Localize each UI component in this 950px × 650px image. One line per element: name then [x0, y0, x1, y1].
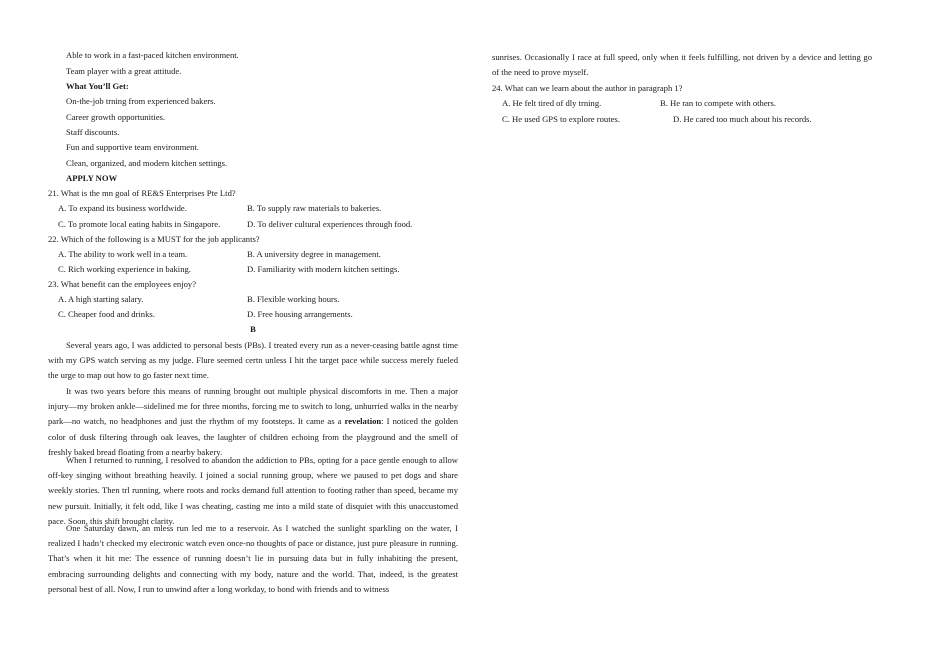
paragraph-text: Several years ago, I was addicted to personal bests (PBs). I treated every run as a never-ceasing battle agnst time with my GPS watch serving as my judge. Flure seemed certn unless I hit the target pace while success merely fueled the urge to map out how to go faster next time. [48, 340, 458, 381]
passage-paragraph-1 [48, 338, 458, 384]
question-23-stem: 23. What benefit can the employees enjoy? [48, 279, 197, 289]
question-22-stem: 22. Which of the following is a MUST for the job applicants? [48, 234, 260, 244]
question-24-option-b: B. He ran to compete with others. [660, 98, 776, 108]
paragraph-text: : I noticed the golden color of dusk filtering through oak leaves, the laughter of children echoing from the playground and the smell of freshly baked bread floating from a nearby bakery. [48, 416, 458, 457]
question-22-option-d: D. Familiarity with modern kitchen settings. [247, 264, 400, 274]
passage-paragraph-3 [48, 453, 458, 529]
passage-paragraph-4-continued: sunrises. Occasionally I race at full speed, only when it feels fulfilling, not driven by a device and letting go of the need to prove myself. [492, 52, 872, 78]
question-22-option-c: C. Rich working experience in baking. [58, 264, 191, 274]
question-22-option-b: B. A university degree in management. [247, 249, 381, 259]
benefit-line: Fun and supportive team environment. [66, 142, 199, 152]
paragraph-text: It was two years before this means of running brought out multiple physical discomforts in me. Then a major injury—my broken ankle—sidelined me for three months, forcing me to switch to long, unhurried walks in the nearby park—no watch, no headphones and just the rhythm of my footsteps. It came as a [48, 386, 458, 427]
benefits-heading: What You’ll Get: [66, 81, 129, 91]
requirement-line: Able to work in a fast-paced kitchen environment. [66, 50, 239, 60]
paragraph-text: One Saturday dawn, an mless run led me to a reservoir. As I watched the sunlight sparkling on the water, I realized I hadn’t checked my electronic watch even once-no thoughts of pace or distance, just pure pleasure in running. That’s when it hit me: The essence of running doesn’t lie in pursuing data but in fully inhabiting the present, embracing surrounding delights and connecting with my body, nature and the world. That, indeed, is the greatest personal best of all. Now, I run to unwind after a long workday, to bond with friends and to witness [48, 523, 458, 594]
benefit-line: Clean, organized, and modern kitchen settings. [66, 158, 228, 168]
question-22-option-a: A. The ability to work well in a team. [58, 249, 188, 259]
question-24-option-a: A. He felt tired of dly trning. [502, 98, 602, 108]
passage-paragraph-2 [48, 384, 458, 460]
question-24-stem: 24. What can we learn about the author in paragraph 1? [492, 83, 683, 93]
benefit-line: Staff discounts. [66, 127, 120, 137]
question-21-stem: 21. What is the mn goal of RE&S Enterprises Pte Ltd? [48, 188, 236, 198]
question-21-option-b: B. To supply raw materials to bakeries. [247, 203, 382, 213]
question-23-option-c: C. Cheaper food and drinks. [58, 309, 155, 319]
benefit-line: Career growth opportunities. [66, 112, 166, 122]
benefit-line: On-the-job trning from experienced bakers. [66, 96, 216, 106]
highlighted-word: revelation [344, 416, 382, 427]
question-21-option-c: C. To promote local eating habits in Singapore. [58, 219, 221, 229]
apply-now-text: APPLY NOW [66, 173, 118, 183]
question-24-option-c: C. He used GPS to explore routes. [502, 114, 620, 124]
requirement-line: Team player with a great attitude. [66, 66, 182, 76]
question-23-option-b: B. Flexible working hours. [247, 294, 340, 304]
section-b-heading: B [250, 324, 256, 334]
question-23-option-a: A. A high starting salary. [58, 294, 144, 304]
paragraph-text: When I returned to running, I resolved to abandon the addiction to PBs, opting for a pace gentle enough to allow off-key singing without breathing heavily. I joined a social running group, where we paused to pet dogs and share weekly stories. Then trl running, where roots and rocks demand full attention to footing rather than speed, became my new pursuit. Initially, it felt odd, like I was cheating, casting me into a mild state of disquiet with this unaccustomed pace. Soon, this shift brought clarity. [48, 455, 458, 526]
question-23-option-d: D. Free housing arrangements. [247, 309, 353, 319]
passage-paragraph-4 [48, 521, 458, 597]
question-24-option-d: D. He cared too much about his records. [673, 114, 812, 124]
question-21-option-d: D. To deliver cultural experiences through food. [247, 219, 413, 229]
question-21-option-a: A. To expand its business worldwide. [58, 203, 187, 213]
